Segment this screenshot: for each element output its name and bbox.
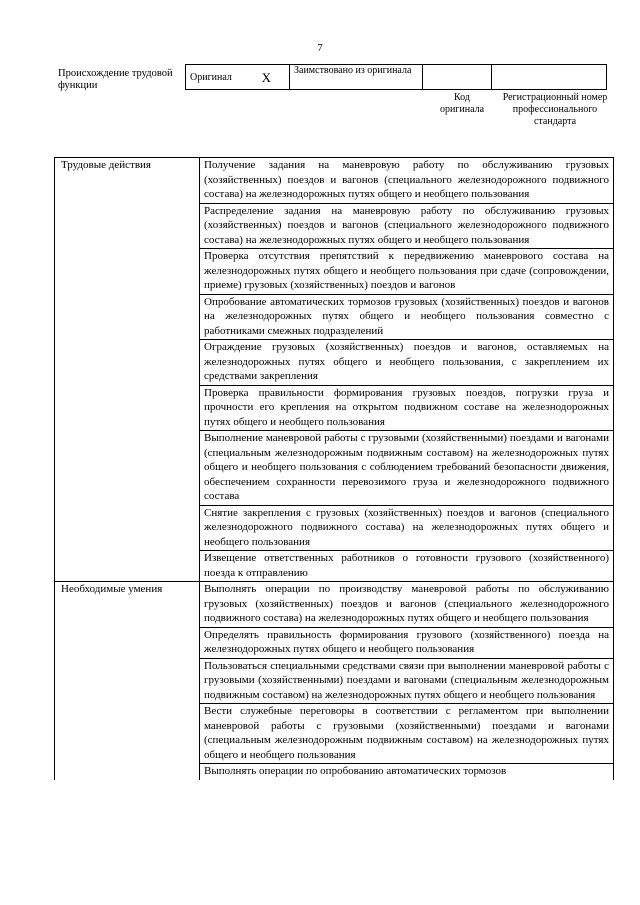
labor-action-item: Опробование автоматических тормозов грузовых (хозяйственных) поездов и вагонов на железнодорожных путях общего и необщего пользования совместно с работниками смежных подразделений: [200, 294, 614, 340]
skills-header: Необходимые умения: [55, 582, 200, 780]
labor-action-item: Получение задания на маневровую работу по обслуживанию грузовых (хозяйственных) поездов и вагонов (специального железнодорожного подвижного состава) на железнодорожных путях общего и необщего пользования: [200, 158, 614, 204]
labor-actions-header: Трудовые действия: [55, 158, 200, 582]
code-label: Код оригинала: [439, 92, 485, 115]
origin-label: Происхождение трудовой функции: [58, 68, 173, 91]
labor-action-item: Проверка отсутствия препятствий к передвижению маневрового состава на железнодорожных путях общего и необщего пользования при сдаче (сопровождении, приеме) грузовых (хозяйственных) поездов и вагонов: [200, 249, 614, 295]
skill-item: Определять правильность формирования грузового (хозяйственного) поезда на железнодорожных путях общего и необщего пользования: [200, 627, 614, 658]
page-number: 7: [317, 42, 323, 54]
skill-item: Выполнять операции по опробованию автоматических тормозов: [200, 764, 614, 780]
original-label: Оригинал: [190, 71, 232, 83]
skill-item: Вести служебные переговоры в соответствии с регламентом при выполнении маневровой работы с грузовыми (хозяйственными) поездами и вагонами (специальным железнодорожным подвижным составом) на железнодорожных путях общего и необщего пользования: [200, 704, 614, 764]
original-cell: [186, 65, 290, 90]
labor-action-item: Ограждение грузовых (хозяйственных) поездов и вагонов, оставляемых на железнодорожных путях общего и необщего пользования, с закреплением их средствами закрепления: [200, 340, 614, 386]
labor-action-item: Извещение ответственных работников о готовности грузового (хозяйственного) поезда к отправлению: [200, 551, 614, 582]
table-row: [55, 158, 614, 204]
reg-number-cell: [492, 65, 607, 90]
table-row: [55, 582, 614, 628]
labor-action-item: Распределение задания на маневровую работу по обслуживанию грузовых (хозяйственных) поездов и вагонов (специального железнодорожного подвижного состава) на железнодорожных путях общего и необщего пользования: [200, 203, 614, 249]
labor-action-item: Выполнение маневровой работы с грузовыми (хозяйственными) поездами и вагонами (специальным железнодорожным подвижным составом) на железнодорожных путях общего и необщего пользования с соблюдением требований безопасности движения, обеспечением сохранности перевозимого груза и железнодорожного подвижного состава: [200, 431, 614, 506]
labor-action-item: Снятие закрепления с грузовых (хозяйственных) поездов и вагонов (специального железнодорожного подвижного состава) на железнодорожных путях общего и необщего пользования: [200, 505, 614, 551]
skill-item: Выполнять операции по производству маневровой работы по обслуживанию грузовых (хозяйственных) поездов и вагонов (специального железнодорожного подвижного состава) на железнодорожных путях общего и необщего пользования: [200, 582, 614, 628]
skill-item: Пользоваться специальными средствами связи при выполнении маневровой работы с грузовыми (хозяйственными) поездами и вагонами (специальным железнодорожным подвижным составом) на железнодорожных путях общего и необщего пользования: [200, 658, 614, 704]
original-mark: X: [261, 69, 271, 85]
borrowed-cell: Заимствовано из оригинала: [290, 65, 423, 90]
labor-action-item: Проверка правильности формирования грузовых поездов, погрузки груза и прочности его крепления на открытом подвижном составе на железнодорожных путях общего и необщего пользования: [200, 385, 614, 431]
code-cell: [423, 65, 492, 90]
origin-table: [185, 64, 607, 90]
function-table: [54, 157, 614, 780]
reg-number-label: Регистрационный номер профессионального стандарта: [502, 92, 608, 127]
